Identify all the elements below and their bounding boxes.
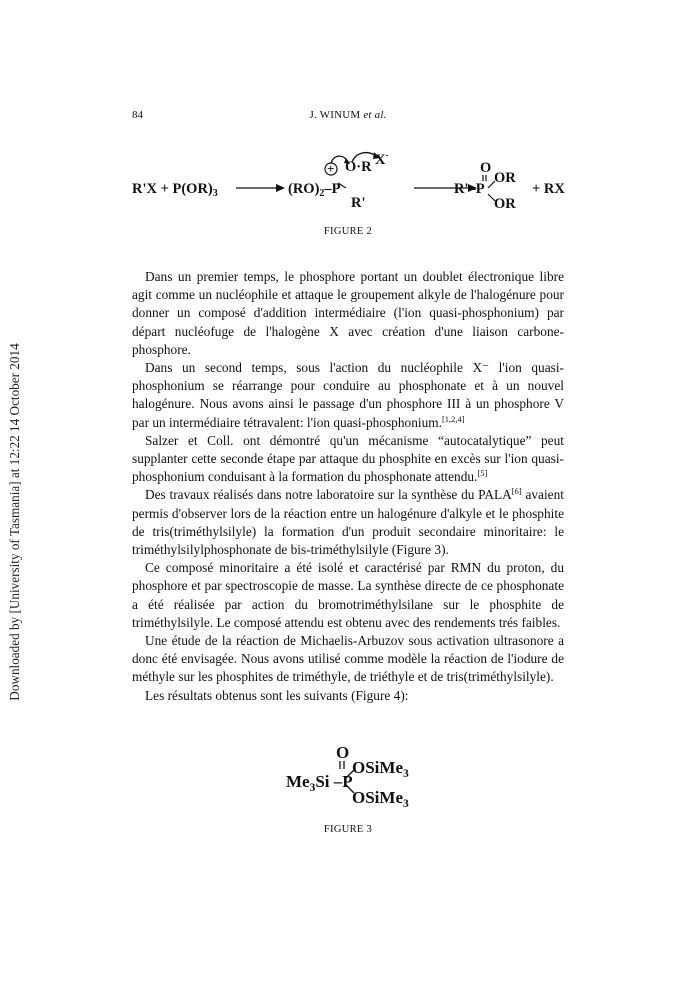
figure-3-left-group	[286, 772, 353, 794]
halide-charge: -	[385, 150, 389, 160]
paragraph: Une étude de la réaction de Michaelis-Arbuzov sous activation ultrasonore a donc été envisagée. Nous avons utilisé comme modèle la réaction de l'iodure de méthyle sur les phosphites de triméthyle, de triéthyle et de tris(triméthylsilyle).	[132, 633, 564, 685]
left-group-text: Me	[286, 772, 310, 791]
top-group-text: OSiMe	[352, 758, 403, 777]
download-stamp-text: Downloaded by [University of Tasmania] at 12:22 14 October 2014	[7, 343, 22, 701]
phosphonate-top-group: OR	[494, 170, 516, 186]
top-group-subscript: 3	[403, 768, 409, 780]
reactants	[132, 181, 218, 199]
running-head-authors: J. WINUM	[309, 109, 364, 121]
bottom-group-subscript: 3	[403, 798, 409, 810]
citation: [6]	[511, 486, 522, 497]
paragraph	[132, 486, 564, 559]
left-group-subscript: 3	[309, 782, 316, 794]
phosphonate-bottom-group: OR	[494, 196, 516, 212]
byproduct: + RX	[532, 181, 565, 197]
download-stamp	[4, 0, 26, 1008]
citation: [1,2,4]	[441, 413, 465, 424]
paragraph	[132, 432, 564, 487]
r-prime: R'	[351, 195, 366, 211]
figure-3-bottom-group	[352, 788, 409, 810]
figure-3-top-group	[352, 758, 409, 780]
paragraph	[132, 359, 564, 432]
intermediate-subscript: 2	[319, 188, 325, 199]
halide-symbol: X	[375, 152, 386, 168]
halide	[375, 150, 388, 169]
body-text	[132, 268, 564, 705]
citation: [5]	[477, 468, 488, 479]
reactant-subscript: 3	[212, 188, 218, 199]
running-head-etal: et al.	[363, 109, 387, 121]
reaction-arrow-1	[236, 181, 286, 195]
bottom-group-text: OSiMe	[352, 788, 403, 807]
paragraph: Dans un premier temps, le phosphore portant un doublet électronique libre agit comme un nucléophile et attaque le groupement alkyle de l'halogénure pour donner un composé d'addition intermédiaire (l'ion quasi-phosphonium) par départ nucléofuge de l'halogène X avec création d'une liaison carbone-phosphore.	[132, 269, 564, 357]
reactant-text: R'X + P(OR)	[132, 181, 213, 197]
paragraph: Les résultats obtenus sont les suivants (Figure 4):	[145, 687, 409, 703]
left-group-rest: Si –P	[315, 772, 353, 791]
intermediate-prefix: (RO)	[288, 181, 320, 197]
intermediate-phosphorus: –P	[324, 181, 341, 197]
figure-3-oxygen: O	[336, 743, 350, 762]
paragraph-text: Des travaux réalisés dans notre laboratoire sur la synthèse du PALA	[145, 487, 512, 503]
figure-2-caption: FIGURE 2	[323, 226, 373, 237]
charge-sign: +	[327, 161, 335, 176]
running-head	[0, 109, 696, 121]
paragraph-text: Dans un second temps, sous l'action du nucléophile X⁻ l'ion quasi-phosphonium se réarrange pour conduire au phosphonate et à un nouvel halogénure. Nous avons ainsi le passage d'un phosphore III à un phosphore V par un intermédiaire tétravalent: l'ion quasi-phosphonium.	[132, 360, 564, 430]
paragraph-text: avaient permis d'observer lors de la réaction entre un halogénure d'alkyle et le phosphite de tris(triméthylsilyle) la formation d'un produit secondaire minoritaire: le triméthylsilylphosphonate de bis-triméthylsilyle (Figure 3).	[132, 487, 564, 558]
phosphonate-oxygen: O	[480, 160, 492, 176]
phosphonate-main: R'–P	[454, 181, 485, 197]
oxygen-r: O·R	[345, 159, 372, 175]
paragraph: Ce composé minoritaire a été isolé et caractérisé par RMN du proton, du phosphore et par spectroscopie de masse. La synthèse directe de ce phosphonate a été réalisée par action du bromotriméthylsilane sur le phosphite de triméthylsilyle. Le composé attendu est obtenu avec des rendements trés faibles.	[132, 560, 564, 630]
paragraph-text: Salzer et Coll. ont démontré qu'un mécanisme “autocatalytique” peut supplanter cette seconde étape par attaque du phosphite en excès sur l'ion quasi-phosphonium conduisant à la formation du phosphonate attendu.	[132, 432, 564, 485]
figure-3-caption: FIGURE 3	[323, 824, 373, 835]
page-number: 84	[132, 109, 143, 121]
